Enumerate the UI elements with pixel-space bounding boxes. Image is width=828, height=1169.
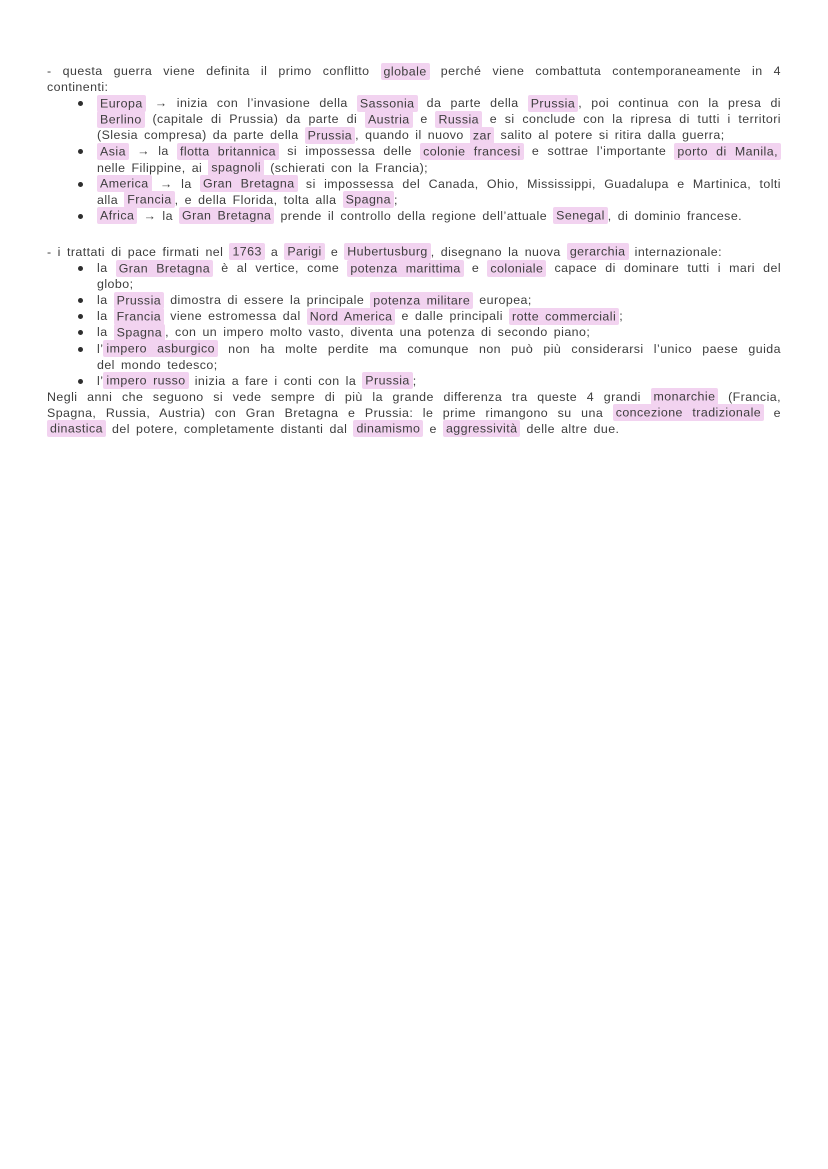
highlighted-text: aggressività	[443, 420, 521, 437]
text-run: e	[412, 112, 436, 127]
highlighted-text: coloniale	[487, 260, 546, 277]
text-run: l’	[97, 373, 104, 388]
highlighted-text: Francia	[114, 308, 164, 325]
bullet-item	[47, 143, 781, 175]
highlighted-text: Africa	[97, 207, 137, 224]
bullet-item	[47, 324, 781, 340]
text-run: (schierati con la Francia);	[264, 160, 429, 175]
text-line	[47, 244, 781, 260]
bullet-item	[47, 308, 781, 324]
paragraph	[47, 244, 781, 260]
highlighted-text: dinamismo	[353, 420, 423, 437]
text-line	[97, 95, 781, 111]
highlighted-text: zar	[470, 127, 495, 144]
bullet-text	[97, 95, 781, 143]
text-run: capace di dominare tutti i mari del	[546, 261, 782, 276]
text-line	[97, 127, 781, 143]
highlighted-text: rotte commerciali	[509, 308, 619, 325]
text-line	[47, 421, 781, 437]
bullet-text	[97, 373, 781, 389]
highlighted-text: dinastica	[47, 420, 106, 437]
bullet-dot-icon	[78, 149, 83, 154]
bullet-dot-icon	[78, 314, 83, 319]
bullet-list	[47, 95, 781, 224]
highlighted-text: Senegal	[553, 207, 608, 224]
highlighted-text: colonie francesi	[420, 143, 524, 160]
highlighted-text: impero russo	[103, 372, 188, 389]
text-run: → la	[137, 208, 180, 223]
bullet-item	[47, 208, 781, 224]
highlighted-text: porto di Manila,	[674, 143, 781, 160]
text-run: del mondo tedesco;	[97, 357, 218, 372]
text-run: la	[97, 293, 114, 308]
text-run: la	[97, 309, 114, 324]
bullet-dot-icon	[78, 182, 83, 187]
text-run: , quando il nuovo	[355, 128, 470, 143]
bullet-list	[47, 260, 781, 389]
text-run: alla	[97, 192, 125, 207]
text-line	[97, 260, 781, 276]
highlighted-text: Hubertusburg	[344, 243, 430, 260]
text-line	[97, 208, 781, 224]
bullet-dot-icon	[78, 298, 83, 303]
text-line	[47, 79, 781, 95]
text-run: si impossessa delle	[278, 144, 421, 159]
bullet-text	[97, 292, 781, 308]
text-line	[47, 389, 781, 405]
text-run: viene estromessa dal	[164, 309, 307, 324]
highlighted-text: Nord America	[307, 308, 396, 325]
text-run: la	[97, 261, 116, 276]
text-run: → la	[151, 176, 200, 191]
bullet-text	[97, 324, 781, 340]
text-run: e	[764, 405, 782, 420]
text-run: internazionale:	[628, 244, 722, 259]
text-run: e	[463, 261, 488, 276]
text-line	[97, 192, 781, 208]
bullet-text	[97, 260, 781, 292]
bullet-text	[97, 341, 781, 373]
text-run: del potere, completamente distanti dal	[105, 421, 354, 436]
highlighted-text: Gran Bretagna	[179, 207, 274, 224]
highlighted-text: Austria	[365, 111, 413, 128]
bullet-item	[47, 95, 781, 143]
highlighted-text: Spagna	[343, 191, 394, 208]
text-run: , di dominio francese.	[607, 208, 743, 223]
text-run: (capitale di Prussia) da parte di	[144, 112, 365, 127]
text-run: e si conclude con la ripresa di tutti i territori	[482, 112, 782, 127]
text-line	[47, 63, 781, 79]
text-run: , e della Florida, tolta alla	[174, 192, 343, 207]
text-line	[97, 324, 781, 340]
text-run: nelle Filippine, ai	[97, 160, 209, 175]
text-run: e	[324, 244, 345, 259]
block-spacer	[47, 224, 781, 244]
highlighted-text: impero asburgico	[103, 340, 218, 357]
highlighted-text: Europa	[97, 95, 146, 112]
text-run: continenti:	[47, 80, 109, 95]
text-run: , poi continua con la presa di	[578, 96, 781, 111]
paragraph	[47, 389, 781, 437]
highlighted-text: flotta britannica	[177, 143, 279, 160]
bullet-dot-icon	[78, 214, 83, 219]
paragraph	[47, 63, 781, 95]
highlighted-text: America	[97, 175, 152, 192]
text-line	[97, 373, 781, 389]
text-run: salito al potere si ritira dalla guerra;	[494, 128, 725, 143]
text-run: e	[423, 421, 443, 436]
text-run: - i trattati di pace firmati nel	[47, 244, 230, 259]
text-line	[97, 308, 781, 324]
text-run: globo;	[97, 277, 134, 292]
highlighted-text: monarchie	[651, 388, 719, 405]
text-run: ;	[412, 373, 417, 388]
text-run: (Slesia compresa) da parte della	[97, 128, 305, 143]
text-run: inizia a fare i conti con la	[188, 373, 363, 388]
highlighted-text: Prussia	[114, 292, 164, 309]
highlighted-text: Gran Bretagna	[116, 260, 213, 277]
text-run: prende il controllo della regione dell’attuale	[274, 208, 554, 223]
text-run: da parte della	[417, 96, 528, 111]
text-line	[97, 292, 781, 308]
text-line	[47, 405, 781, 421]
text-run: dimostra di essere la principale	[164, 293, 371, 308]
highlighted-text: Francia	[124, 191, 174, 208]
highlighted-text: Sassonia	[357, 95, 418, 112]
text-run: è al vertice, come	[213, 261, 348, 276]
text-line	[97, 160, 781, 176]
bullet-dot-icon	[78, 101, 83, 106]
text-run: , disegnano la nuova	[430, 244, 567, 259]
highlighted-text: Prussia	[528, 95, 578, 112]
text-line	[97, 276, 781, 292]
highlighted-text: 1763	[229, 243, 264, 260]
bullet-dot-icon	[78, 347, 83, 352]
bullet-item	[47, 260, 781, 292]
highlighted-text: Gran Bretagna	[200, 175, 298, 192]
bullet-text	[97, 308, 781, 324]
bullet-dot-icon	[78, 266, 83, 271]
highlighted-text: Berlino	[97, 111, 145, 128]
text-run: europea;	[473, 293, 532, 308]
bullet-text	[97, 143, 781, 175]
highlighted-text: spagnoli	[208, 159, 264, 176]
bullet-text	[97, 208, 781, 224]
text-line	[97, 111, 781, 127]
text-run: ;	[619, 309, 624, 324]
text-run: perché viene combattuta contemporaneamente in 4	[429, 64, 781, 78]
bullet-item	[47, 292, 781, 308]
text-run: delle altre due.	[520, 421, 620, 436]
text-run: → la	[128, 144, 177, 159]
highlighted-text: Parigi	[284, 243, 324, 260]
highlighted-text: potenza marittima	[347, 260, 463, 277]
highlighted-text: globale	[381, 63, 430, 80]
highlighted-text: Prussia	[362, 372, 412, 389]
text-run: e sottrae l’importante	[523, 144, 675, 159]
bullet-text	[97, 176, 781, 208]
bullet-item	[47, 176, 781, 208]
highlighted-text: gerarchia	[567, 243, 629, 260]
text-run: Negli anni che seguono si vede sempre di più la grande differenza tra queste 4 grandi	[47, 389, 651, 404]
text-run: , con un impero molto vasto, diventa una potenza di secondo piano;	[165, 325, 591, 340]
text-run: e dalle principali	[395, 309, 509, 324]
text-run: a	[264, 244, 285, 259]
highlighted-text: Asia	[97, 143, 129, 160]
text-line	[97, 176, 781, 192]
text-line	[97, 341, 781, 357]
highlighted-text: concezione tradizionale	[613, 404, 764, 421]
bullet-item	[47, 373, 781, 389]
text-run: (Francia,	[718, 389, 782, 404]
text-run: si impossessa del Canada, Ohio, Mississippi, Guadalupa e Martinica, tolti	[297, 176, 781, 191]
text-run: - questa guerra viene definita il primo conflitto	[47, 64, 381, 78]
text-run: ;	[393, 192, 398, 207]
text-line	[97, 357, 781, 373]
text-run: Spagna, Russia, Austria) con Gran Bretagna e Prussia: le prime rimangono su una	[47, 405, 613, 420]
text-run: non ha molte perdite ma comunque non può più considerarsi l’unico paese guida	[217, 341, 781, 356]
highlighted-text: Prussia	[305, 127, 355, 144]
highlighted-text: Spagna	[114, 324, 165, 341]
highlighted-text: potenza militare	[370, 292, 473, 309]
text-line	[97, 143, 781, 159]
bullet-item	[47, 341, 781, 373]
text-run: l’	[97, 341, 104, 356]
highlighted-text: Russia	[435, 111, 482, 128]
bullet-dot-icon	[78, 330, 83, 335]
bullet-dot-icon	[78, 379, 83, 384]
text-run: la	[97, 325, 114, 340]
document-content	[47, 63, 781, 437]
text-run: → inizia con l’invasione della	[145, 96, 357, 111]
